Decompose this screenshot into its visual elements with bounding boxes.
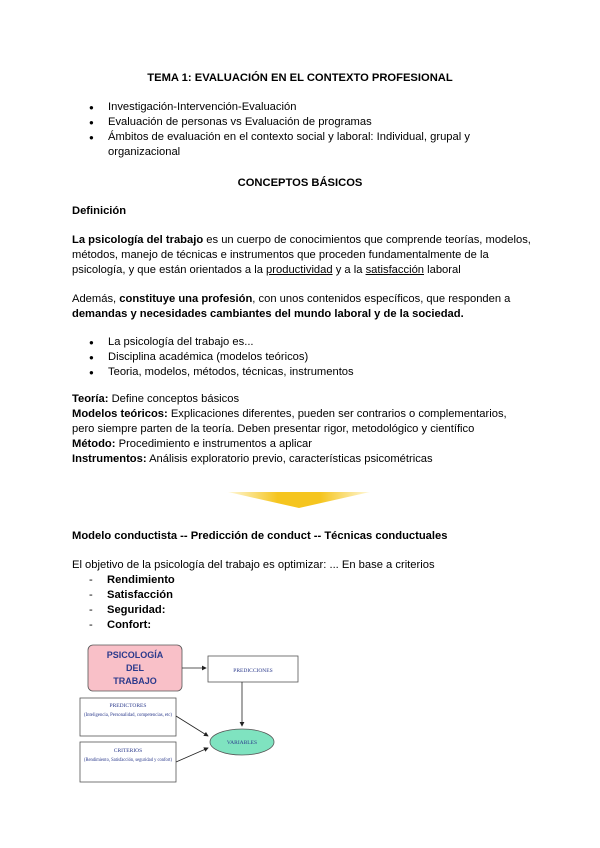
list-item: ● Investigación-Intervención-Evaluación [72,100,512,115]
list-item: - Satisfacción [72,588,175,603]
list-item: ● La psicología del trabajo es... [72,335,512,350]
profession-paragraph [72,292,532,322]
term-row [72,438,312,450]
definition-text: es un cuerpo de conocimientos que comprende teorías, modelos, métodos, manejo de técnicas e instrumentos que proceden fundamentalmente de la psicología, y que están orientados a la [72,234,531,276]
psychology-diagram [70,640,310,800]
predictores-title: PREDICTORES [109,703,147,709]
list-item: ● Ámbitos de evaluación en el contexto social y laboral: Individual, grupal y organizacional [72,130,512,160]
term-desc: Análisis exploratorio previo, características psicométricas [146,453,433,465]
productividad-term: productividad [266,264,333,276]
down-arrow-decoration [228,490,370,510]
term-label: Teoría: [72,393,109,405]
list-item: ● Teoria, modelos, métodos, técnicas, instrumentos [72,365,512,380]
profession-text: , con unos contenidos específicos, que responden a [252,293,511,305]
variables-label: VARIABLES [226,740,258,746]
section-title: CONCEPTOS BÁSICOS [237,177,363,189]
definition-text: laboral [424,264,461,276]
list-item: ● Disciplina académica (modelos teóricos) [72,350,512,365]
term-desc: Explicaciones diferentes, pueden ser contrarios o complementarios, pero siempre parten de la teoría. Deben presentar rigor, metodológico y científico [72,408,507,435]
definition-text: y a la [332,264,366,276]
definition-heading: Definición [72,205,127,217]
criterios-title: CRITERIOS [113,748,143,754]
objective-text: El objetivo de la psicología del trabajo es optimizar: ... En base a criterios [72,559,435,571]
list-item: - Confort: [72,618,175,633]
predictores-sub: (Inteligencia, Personalidad, competencias, etc) [84,713,173,718]
term-label: Método: [72,438,116,450]
model-heading: Modelo conductista -- Predicción de conduct -- Técnicas conductuales [72,530,448,542]
term-row [72,453,433,465]
definition-lead: La psicología del trabajo [72,234,204,246]
list-item: - Seguridad: [72,603,175,618]
term-desc: Procedimiento e instrumentos a aplicar [115,438,312,450]
psico-line2: DEL [126,663,144,673]
list-item: ● Evaluación de personas vs Evaluación de programas [72,115,512,130]
profession-text: Además, [72,293,120,305]
term-row [72,393,239,405]
profession-bold: demandas y necesidades cambiantes del mundo laboral y de la sociedad. [72,308,464,320]
intro-bullet-list [72,100,512,160]
term-desc: Define conceptos básicos [108,393,240,405]
predicciones-label: PREDICCIONES [233,668,273,674]
psico-line3: TRABAJO [113,676,157,686]
criteria-list [72,573,175,633]
criterios-sub: (Rendimiento, Satisfacción, seguridad y confort) [84,758,173,763]
page-title: TEMA 1: EVALUACIÓN EN EL CONTEXTO PROFESIONAL [147,72,453,84]
profession-bold: constituye una profesión [119,293,253,305]
term-label: Modelos teóricos: [72,408,168,420]
definition-paragraph [72,233,532,278]
terms-block [72,392,532,467]
mid-bullet-list [72,335,512,380]
list-item: - Rendimiento [72,573,175,588]
psico-line1: PSICOLOGÍA [106,650,164,660]
term-label: Instrumentos: [72,453,147,465]
satisfaccion-term: satisfacción [365,264,425,276]
term-row [72,408,507,435]
